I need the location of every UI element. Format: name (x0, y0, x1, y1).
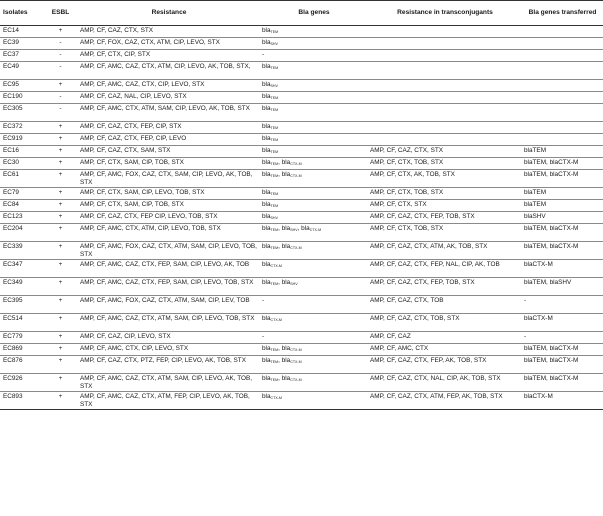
esbl-cell: + (43, 80, 78, 92)
bla-gene-subscript: TEM (270, 174, 279, 178)
esbl-cell: + (43, 278, 78, 296)
bla-gene-subscript: TEM (270, 96, 279, 100)
bla-gene (282, 171, 302, 178)
trans-resistance-cell: AMP, CF, CAZ, CTX, ATM, AK, TOB, STX (368, 242, 522, 260)
bla-genes-cell (260, 26, 368, 38)
bla-genes-cell (260, 50, 368, 62)
bla-genes-cell (260, 38, 368, 50)
bla-gene (262, 243, 278, 250)
header-bla-genes-transferred: Bla genes transferred (522, 1, 603, 26)
table-row (0, 50, 603, 62)
bla-genes-cell (260, 134, 368, 146)
isolate-cell: EC61 (0, 170, 43, 188)
trans-resistance-cell (368, 92, 522, 104)
bla-gene (262, 225, 278, 232)
trans-resistance-cell (368, 26, 522, 38)
resistance-cell: AMP, CF, AMC, CAZ, CTX, CIP, LEVO, STX (78, 80, 260, 92)
isolate-cell: EC339 (0, 242, 43, 260)
bla-gene (262, 393, 282, 400)
bla-gene-subscript: TEM (270, 30, 279, 34)
bla-gene-base: bla (281, 375, 291, 382)
bla-gene (262, 51, 264, 58)
bla-gene-subscript: CTX-M (290, 174, 302, 178)
bla-gene (262, 315, 282, 322)
table-row (0, 26, 603, 38)
table-row (0, 80, 603, 92)
isolate-cell: EC926 (0, 374, 43, 392)
bla-genes-cell (260, 146, 368, 158)
bla-gene-base: bla (262, 93, 271, 100)
bla-genes-cell (260, 80, 368, 92)
table-row (0, 62, 603, 80)
transferred-genes-cell: blaCTX-M (522, 314, 603, 332)
resistance-cell: AMP, CF, CAZ, CTX, PTZ, FEP, CIP, LEVO, AK, TOB, STX (78, 356, 260, 374)
trans-resistance-cell: AMP, CF, CTX, TOB, STX (368, 158, 522, 170)
transferred-genes-cell: blaCTX-M (522, 260, 603, 278)
esbl-cell: - (43, 104, 78, 122)
bla-gene-subscript: SHV (290, 282, 298, 286)
esbl-cell: + (43, 200, 78, 212)
bla-gene-base: bla (262, 261, 271, 268)
trans-resistance-cell (368, 122, 522, 134)
isolate-cell: EC514 (0, 314, 43, 332)
bla-gene-base: bla (262, 393, 271, 400)
bla-gene-base: bla (262, 357, 271, 364)
bla-gene-base: bla (281, 225, 291, 232)
isolate-cell: EC876 (0, 356, 43, 374)
bla-gene-subscript: TEM (270, 138, 279, 142)
bla-gene-base: bla (262, 189, 271, 196)
bla-gene-base: bla (281, 171, 291, 178)
transferred-genes-cell (522, 62, 603, 80)
trans-resistance-cell: AMP, CF, CAZ, CTX, TOB, STX (368, 314, 522, 332)
bla-gene-subscript: TEM (270, 66, 279, 70)
trans-resistance-cell: AMP, CF, CAZ, CTX, STX (368, 146, 522, 158)
esbl-cell: + (43, 296, 78, 314)
bla-gene-base: bla (262, 375, 271, 382)
esbl-cell: + (43, 26, 78, 38)
trans-resistance-cell: AMP, CF, CTX, STX (368, 200, 522, 212)
isolate-cell: EC372 (0, 122, 43, 134)
bla-gene-base: bla (262, 135, 271, 142)
bla-gene (262, 201, 278, 208)
transferred-genes-cell: blaTEM, blaCTX-M (522, 356, 603, 374)
transferred-genes-cell (522, 134, 603, 146)
trans-resistance-cell: AMP, CF, CAZ, CTX, FEP, TOB, STX (368, 212, 522, 224)
resistance-cell: AMP, CF, AMC, CAZ, CTX, FEP, SAM, CIP, LEVO, TOB, STX (78, 278, 260, 296)
isolate-cell: EC347 (0, 260, 43, 278)
esbl-cell: + (43, 332, 78, 344)
bla-gene-base: bla (262, 315, 271, 322)
bla-gene (262, 261, 282, 268)
bla-genes-cell: bla$_{TEM}$, bla$_{SHV}$ (260, 278, 368, 296)
trans-resistance-cell: AMP, CF, CAZ, CTX, FEP, NAL, CIP, AK, TOB (368, 260, 522, 278)
bla-gene-subscript: TEM (270, 228, 279, 232)
bla-gene-subscript: SHV (270, 216, 278, 220)
isolate-cell: EC79 (0, 188, 43, 200)
resistance-cell: AMP, CF, AMC, CTX, ATM, CIP, LEVO, TOB, STX (78, 224, 260, 242)
transferred-genes-cell: blaTEM, blaCTX-M (522, 224, 603, 242)
bla-gene-subscript: CTX-M (270, 264, 282, 268)
transferred-genes-cell: blaTEM, blaCTX-M (522, 158, 603, 170)
bla-genes-cell: bla$_{TEM}$, bla$_{SHV}$, bla$_{CTX-M}$ (260, 224, 368, 242)
table-row (0, 278, 603, 296)
table-body (0, 26, 603, 410)
resistance-cell: AMP, CF, CAZ, CTX, FEP, CIP, LEVO (78, 134, 260, 146)
table-row (0, 122, 603, 134)
isolate-cell: EC893 (0, 392, 43, 410)
bla-gene-base: bla (262, 159, 271, 166)
bla-gene-base: bla (262, 39, 271, 46)
resistance-cell: AMP, CF, CAZ, CTX, STX (78, 26, 260, 38)
trans-resistance-cell (368, 50, 522, 62)
trans-resistance-cell: AMP, CF, CTX, AK, TOB, STX (368, 170, 522, 188)
table-row (0, 158, 603, 170)
bla-gene (262, 135, 278, 142)
bla-gene-base: bla (262, 27, 271, 34)
trans-resistance-cell: AMP, CF, CAZ, CTX, ATM, FEP, AK, TOB, STX (368, 392, 522, 410)
esbl-cell: - (43, 92, 78, 104)
bla-genes-cell (260, 92, 368, 104)
trans-resistance-cell: AMP, CF, CAZ, CTX, FEP, AK, TOB, STX (368, 356, 522, 374)
esbl-cell: + (43, 158, 78, 170)
table-row (0, 224, 603, 242)
isolate-cell: EC37 (0, 50, 43, 62)
bla-genes-cell (260, 62, 368, 80)
bla-gene-base: bla (262, 225, 271, 232)
header-resistance-transconjugants: Resistance in transconjugants (368, 1, 522, 26)
bla-gene-subscript: CTX-M (290, 162, 302, 166)
bla-gene (282, 357, 302, 364)
bla-genes-cell (260, 122, 368, 134)
isolate-cell: EC395 (0, 296, 43, 314)
transferred-genes-cell (522, 38, 603, 50)
bla-gene-base: bla (262, 123, 271, 130)
esbl-cell: + (43, 212, 78, 224)
bla-gene-subscript: CTX-M (290, 348, 302, 352)
esbl-cell: + (43, 188, 78, 200)
isolate-cell: EC123 (0, 212, 43, 224)
bla-genes-cell (260, 296, 368, 314)
table-row (0, 170, 603, 188)
bla-gene-subscript: CTX-M (290, 360, 302, 364)
esbl-cell: + (43, 356, 78, 374)
bla-gene (262, 213, 278, 220)
isolate-cell: EC14 (0, 26, 43, 38)
esbl-cell: + (43, 374, 78, 392)
bla-gene (262, 93, 278, 100)
bla-genes-cell (260, 332, 368, 344)
resistance-cell: AMP, CF, CTX, SAM, CIP, TOB, STX (78, 200, 260, 212)
bla-genes-cell: bla$_{TEM}$, bla$_{CTX-M}$ (260, 242, 368, 260)
bla-gene (282, 243, 302, 250)
bla-gene (262, 81, 278, 88)
bla-gene-subscript: SHV (270, 42, 278, 46)
transferred-genes-cell: blaSHV (522, 212, 603, 224)
transferred-genes-cell: blaTEM, blaCTX-M (522, 242, 603, 260)
bla-gene (262, 123, 278, 130)
bla-gene (262, 345, 278, 352)
bla-gene-base: bla (262, 279, 271, 286)
trans-resistance-cell (368, 38, 522, 50)
transferred-genes-cell: - (522, 296, 603, 314)
bla-gene-base: bla (262, 105, 271, 112)
resistance-cell: AMP, CF, AMC, CAZ, CTX, ATM, SAM, CIP, LEVO, TOB, STX (78, 314, 260, 332)
bla-gene-subscript: TEM (270, 378, 279, 382)
bla-gene-subscript: SHV (290, 228, 298, 232)
trans-resistance-cell (368, 80, 522, 92)
bla-genes-cell (260, 200, 368, 212)
bla-genes-cell: bla$_{TEM}$, bla$_{CTX-M}$ (260, 170, 368, 188)
bla-gene (262, 159, 278, 166)
trans-resistance-cell: AMP, CF, CAZ (368, 332, 522, 344)
bla-gene-base: - (262, 297, 265, 304)
transferred-genes-cell: blaTEM, blaCTX-M (522, 344, 603, 356)
bla-gene-base: bla (262, 63, 271, 70)
bla-gene-base: - (262, 51, 265, 58)
bla-gene-subscript: TEM (270, 360, 279, 364)
trans-resistance-cell: AMP, CF, CAZ, CTX, FEP, TOB, STX (368, 278, 522, 296)
trans-resistance-cell: AMP, CF, CTX, TOB, STX (368, 188, 522, 200)
bla-gene (262, 189, 278, 196)
bla-gene (262, 279, 278, 286)
transferred-genes-cell: blaTEM (522, 188, 603, 200)
bla-genes-cell (260, 104, 368, 122)
bla-genes-cell: bla$_{TEM}$, bla$_{CTX-M}$ (260, 344, 368, 356)
esbl-cell: + (43, 344, 78, 356)
table-row (0, 260, 603, 278)
resistance-cell: AMP, CF, CAZ, NAL, CIP, LEVO, STX (78, 92, 260, 104)
bla-gene (262, 357, 278, 364)
bla-gene (262, 375, 278, 382)
transferred-genes-cell: blaTEM, blaCTX-M (522, 170, 603, 188)
bla-gene (262, 147, 278, 154)
isolate-cell: EC305 (0, 104, 43, 122)
resistance-cell: AMP, CF, AMC, CTX, ATM, SAM, CIP, LEVO, AK, TOB, STX (78, 104, 260, 122)
bla-gene-subscript: TEM (270, 108, 279, 112)
table-row (0, 332, 603, 344)
bla-gene-subscript: CTX-M (290, 378, 302, 382)
table-row (0, 296, 603, 314)
transferred-genes-cell: - (522, 332, 603, 344)
esbl-cell: + (43, 260, 78, 278)
trans-resistance-cell (368, 104, 522, 122)
esbl-cell: - (43, 62, 78, 80)
esbl-cell: + (43, 146, 78, 158)
isolate-cell: EC16 (0, 146, 43, 158)
bla-gene (282, 375, 302, 382)
resistance-cell: AMP, CF, AMC, CAZ, CTX, ATM, SAM, CIP, LEVO, AK, TOB, STX (78, 374, 260, 392)
trans-resistance-cell (368, 134, 522, 146)
isolate-cell: EC95 (0, 80, 43, 92)
transferred-genes-cell (522, 92, 603, 104)
isolate-cell: EC39 (0, 38, 43, 50)
bla-gene (262, 171, 278, 178)
resistance-cell: AMP, CF, CAZ, CTX, FEP, CIP, STX (78, 122, 260, 134)
bla-gene-base: bla (262, 81, 271, 88)
header-row (0, 1, 603, 26)
trans-resistance-cell: AMP, CF, CAZ, CTX, TOB (368, 296, 522, 314)
bla-genes-cell (260, 392, 368, 410)
transferred-genes-cell: blaTEM (522, 200, 603, 212)
table-row (0, 242, 603, 260)
bla-gene-subscript: TEM (270, 150, 279, 154)
bla-gene-subscript: CTX-M (290, 246, 302, 250)
transferred-genes-cell (522, 50, 603, 62)
bla-gene (301, 225, 321, 232)
esbl-cell: - (43, 38, 78, 50)
bla-gene-subscript: TEM (270, 348, 279, 352)
bla-gene-subscript: TEM (270, 192, 279, 196)
resistance-cell: AMP, CF, AMC, CAZ, CTX, FEP, SAM, CIP, LEVO, AK, TOB (78, 260, 260, 278)
bla-gene (282, 279, 298, 286)
esbl-cell: + (43, 122, 78, 134)
header-esbl: ESBL (43, 1, 78, 26)
isolate-cell: EC779 (0, 332, 43, 344)
bla-genes-cell (260, 314, 368, 332)
esbl-cell: + (43, 170, 78, 188)
resistance-cell: AMP, CF, FOX, CAZ, CTX, ATM, CIP, LEVO, STX (78, 38, 260, 50)
bla-gene (282, 345, 302, 352)
bla-gene (282, 159, 302, 166)
bla-genes-cell: bla$_{TEM}$, bla$_{CTX-M}$ (260, 374, 368, 392)
table-row (0, 374, 603, 392)
bla-gene-base: bla (262, 213, 271, 220)
bla-gene (282, 225, 298, 232)
esbl-cell: + (43, 224, 78, 242)
bla-gene-base: bla (262, 201, 271, 208)
table-row (0, 104, 603, 122)
table-row (0, 92, 603, 104)
bla-gene-subscript: SHV (270, 84, 278, 88)
resistance-cell: AMP, CF, CTX, CIP, STX (78, 50, 260, 62)
bla-genes-cell: bla$_{TEM}$, bla$_{CTX-M}$ (260, 158, 368, 170)
bla-gene (262, 39, 278, 46)
bla-gene-subscript: TEM (270, 282, 279, 286)
transferred-genes-cell: blaTEM (522, 146, 603, 158)
isolate-cell: EC30 (0, 158, 43, 170)
resistance-cell: AMP, CF, CAZ, CTX, SAM, STX (78, 146, 260, 158)
bla-gene (262, 105, 278, 112)
transferred-genes-cell: blaCTX-M (522, 392, 603, 410)
resistance-cell: AMP, CF, AMC, CAZ, CTX, ATM, CIP, LEVO, AK, TOB, STX, (78, 62, 260, 80)
transferred-genes-cell (522, 122, 603, 134)
header-resistance: Resistance (78, 1, 260, 26)
bla-gene-base: bla (281, 243, 291, 250)
transferred-genes-cell: blaTEM, blaCTX-M (522, 374, 603, 392)
bla-gene-subscript: TEM (270, 246, 279, 250)
bla-gene (262, 333, 264, 340)
trans-resistance-cell: AMP, CF, CAZ, CTX, NAL, CIP, AK, TOB, STX (368, 374, 522, 392)
resistance-cell: AMP, CF, CTX, SAM, CIP, LEVO, TOB, STX (78, 188, 260, 200)
trans-resistance-cell: AMP, CF, CTX, TOB, STX (368, 224, 522, 242)
esbl-cell: - (43, 50, 78, 62)
bla-gene-subscript: TEM (270, 204, 279, 208)
bla-gene-subscript: TEM (270, 126, 279, 130)
isolate-cell: EC204 (0, 224, 43, 242)
bla-genes-cell: bla$_{TEM}$, bla$_{CTX-M}$ (260, 356, 368, 374)
bla-gene-subscript: CTX-M (270, 396, 282, 400)
table-row (0, 188, 603, 200)
table-row (0, 314, 603, 332)
resistance-cell: AMP, CF, CAZ, CTX, FEP CIP, LEVO, TOB, STX (78, 212, 260, 224)
bla-gene-subscript: CTX-M (309, 228, 322, 232)
trans-resistance-cell (368, 62, 522, 80)
bla-gene (262, 297, 264, 304)
bla-genes-cell (260, 212, 368, 224)
isolate-cell: EC84 (0, 200, 43, 212)
table-row (0, 344, 603, 356)
resistance-cell: AMP, CF, AMC, CAZ, CTX, ATM, FEP, CIP, LEVO, AK, TOB, STX (78, 392, 260, 410)
bla-gene (262, 27, 278, 34)
isolate-cell: EC919 (0, 134, 43, 146)
isolate-cell: EC190 (0, 92, 43, 104)
header-bla-genes: Bla genes (260, 1, 368, 26)
esbl-cell: + (43, 242, 78, 260)
table-row (0, 146, 603, 158)
table-row (0, 38, 603, 50)
resistance-cell: AMP, CF, AMC, CTX, CIP, LEVO, STX (78, 344, 260, 356)
table-row (0, 200, 603, 212)
bla-gene-base: bla (262, 147, 271, 154)
table-row (0, 134, 603, 146)
table-row (0, 392, 603, 410)
transferred-genes-cell (522, 26, 603, 38)
bla-gene-base: - (262, 333, 265, 340)
esbl-cell: + (43, 392, 78, 410)
isolate-cell: EC869 (0, 344, 43, 356)
bla-genes-cell (260, 188, 368, 200)
esbl-cell: + (43, 134, 78, 146)
esbl-cell: + (43, 314, 78, 332)
bla-gene-base: bla (301, 225, 310, 232)
bla-gene-base: bla (281, 159, 291, 166)
bla-gene-base: bla (281, 357, 291, 364)
bla-gene-base: bla (281, 279, 291, 286)
resistance-cell: AMP, CF, CTX, SAM, CIP, TOB, STX (78, 158, 260, 170)
resistance-cell: AMP, CF, AMC, FOX, CAZ, CTX, SAM, CIP, LEVO, AK, TOB, STX (78, 170, 260, 188)
table-row (0, 212, 603, 224)
transferred-genes-cell: blaTEM, blaSHV (522, 278, 603, 296)
transferred-genes-cell (522, 80, 603, 92)
table-row (0, 356, 603, 374)
trans-resistance-cell: AMP, CF, AMC, CTX (368, 344, 522, 356)
bla-genes-cell (260, 260, 368, 278)
transferred-genes-cell (522, 104, 603, 122)
bla-gene-base: bla (262, 243, 271, 250)
header-isolates: Isolates (0, 1, 43, 26)
bla-gene (262, 63, 278, 70)
resistance-cell: AMP, CF, CAZ, CIP, LEVO, STX (78, 332, 260, 344)
resistance-cell: AMP, CF, AMC, FOX, CAZ, CTX, ATM, SAM, CIP, LEV, TOB (78, 296, 260, 314)
bla-gene-subscript: CTX-M (270, 318, 282, 322)
bla-gene-subscript: TEM (270, 162, 279, 166)
bla-gene-base: bla (262, 171, 271, 178)
bla-gene-base: bla (281, 345, 291, 352)
isolate-cell: EC49 (0, 62, 43, 80)
resistance-cell: AMP, CF, AMC, FOX, CAZ, CTX, ATM, SAM, CIP, LEVO, TOB, STX (78, 242, 260, 260)
isolate-cell: EC349 (0, 278, 43, 296)
bla-gene-base: bla (262, 345, 271, 352)
